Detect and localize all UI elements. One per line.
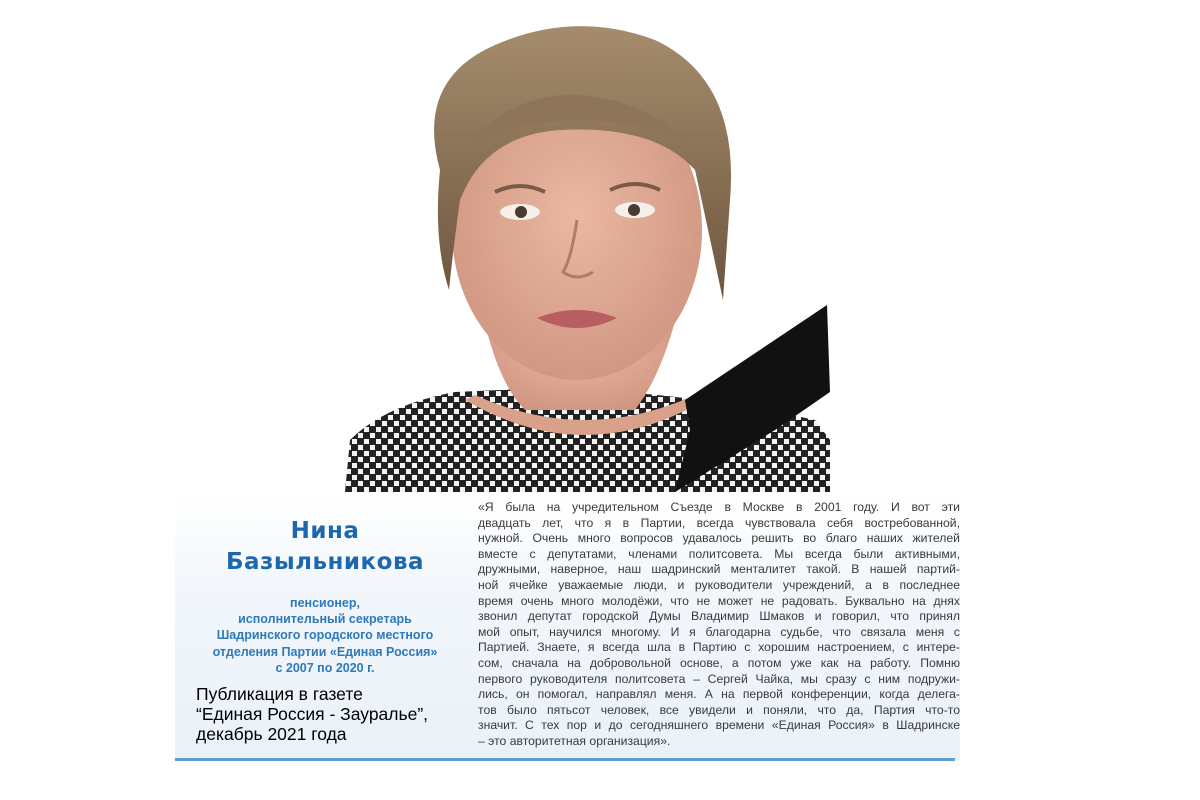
- portrait-photo: [345, 0, 830, 492]
- quote-line: тов было пятьсот человек, все увидели и поняли, что да, Партия что-то: [478, 702, 960, 717]
- quote-line: сом, сначала на добровольной основе, а потом уже как на работу. Помню: [478, 655, 960, 670]
- quote-line: ной ячейке уважаемые люди, и руководители учреждений, а в последнее: [478, 577, 960, 592]
- quote-line: «Я была на учредительном Съезде в Москве в 2001 году. И вот эти: [478, 500, 960, 514]
- quote-line: лись, он помогал, направлял меня. А на первой конференции, когда делега-: [478, 687, 960, 702]
- quote-line: звонил депутат городской Думы Владимир Шмаков и говорил, что принял: [478, 609, 960, 624]
- role-line: Шадринского городского местного: [216, 628, 434, 643]
- person-role: [175, 595, 475, 676]
- quote-line: вместе с депутатами, членами политсовета. Мы всегда были активными,: [478, 546, 960, 561]
- quote-line: дружными, наверное, наш шадринский менталитет такой. В нашей партий-: [478, 562, 960, 577]
- publication-note: [196, 684, 466, 744]
- quote-line: первого руководителя политсовета – Сергей Чайка, мы сразу с ним подружи-: [478, 671, 960, 686]
- role-line: пенсионер,: [290, 596, 360, 610]
- publication-line: декабрь 2021 года: [196, 724, 347, 744]
- last-name: Базыльникова: [225, 549, 425, 575]
- role-line: с 2007 по 2020 г.: [275, 660, 375, 675]
- person-name: [175, 516, 475, 578]
- publication-line: Публикация в газете: [196, 684, 363, 704]
- publication-line: “Единая Россия - Зауралье”,: [196, 704, 429, 724]
- quote-line: – это авторитетная организация».: [478, 733, 671, 748]
- first-name: Нина: [290, 518, 360, 544]
- card-bottom-rule: [175, 758, 955, 761]
- quote-text: [478, 500, 960, 750]
- quote-line: Партией. Знаете, я всегда шла в Партию с хорошим настроением, с интере-: [478, 640, 960, 655]
- role-line: исполнительный секретарь: [238, 612, 412, 627]
- quote-line: мой опыт, научился многому. И я благодарна судьбе, что связала меня с: [478, 624, 960, 639]
- quote-line: время очень много молодёжи, что не может не радовать. Буквально на днях: [478, 593, 960, 608]
- quote-line: значит. С тех пор и до сегодняшнего времени «Единая Россия» в Шадринске: [478, 718, 960, 733]
- quote-line: нужной. Очень много вопросов удавалось решить во благо наших жителей: [478, 531, 960, 546]
- role-line: отделения Партии «Единая Россия»: [212, 644, 438, 659]
- quote-line: двадцать лет, что я в Партии, всегда чувствовала себя востребованной,: [478, 515, 960, 530]
